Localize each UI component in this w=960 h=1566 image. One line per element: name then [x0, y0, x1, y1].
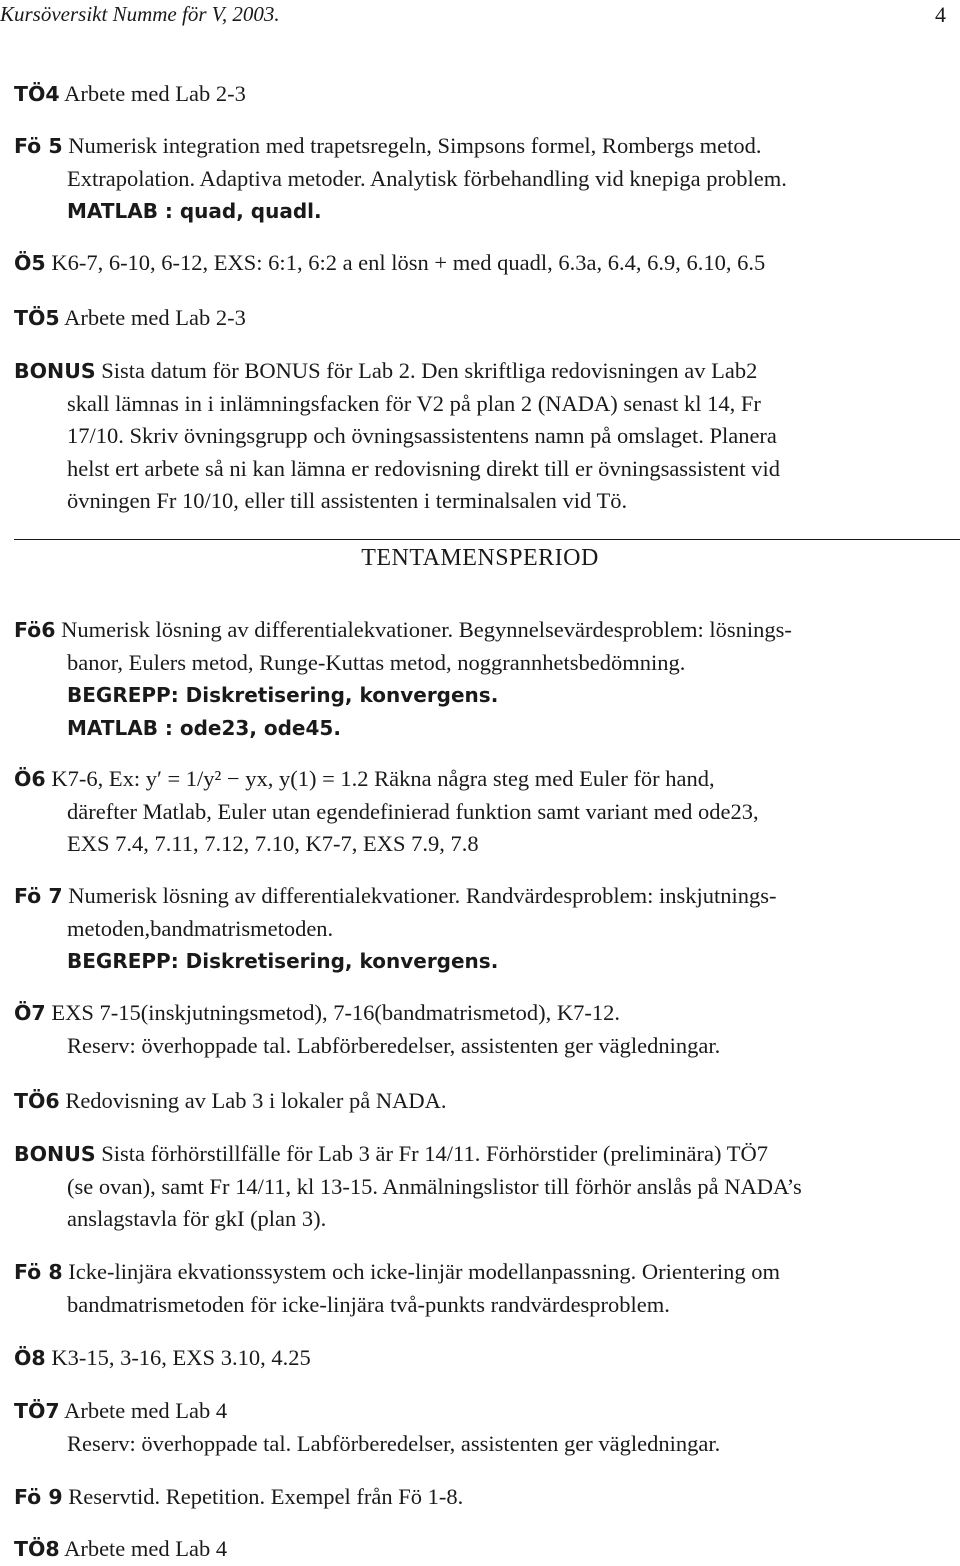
entry-text: Sista datum för BONUS för Lab 2. Den skriftliga redovisningen av Lab2	[101, 358, 758, 383]
entry-text: Arbete med Lab 4	[64, 1398, 228, 1423]
entry-o5	[14, 247, 960, 280]
entry-label: BONUS	[14, 359, 96, 383]
entry-o6	[14, 763, 960, 861]
entry-fo5	[14, 130, 960, 228]
entry-text: banor, Eulers metod, Runge-Kuttas metod, noggrannhetsbedömning.	[67, 649, 686, 675]
entry-label: Fö 8	[14, 1260, 63, 1284]
entry-text: K3-15, 3-16, EXS 3.10, 4.25	[51, 1345, 311, 1370]
concepts-line: BEGREPP: Diskretisering, konvergens.	[67, 949, 499, 973]
entry-label: TÖ7	[14, 1399, 60, 1423]
entry-label: Ö5	[14, 251, 46, 275]
entry-to5	[14, 302, 960, 335]
section-divider	[14, 539, 960, 540]
section-title: TENTAMENSPERIOD	[361, 545, 599, 571]
entry-text: Reserv: överhoppade tal. Labförberedelser, assistenten ger vägledningar.	[67, 1430, 721, 1456]
entry-to6	[14, 1085, 960, 1118]
matlab-commands: MATLAB : quad, quadl.	[67, 199, 322, 223]
entry-label: Fö6	[14, 618, 56, 642]
entry-text: helst ert arbete så ni kan lämna er redovisning direkt till er övningsassistent vid	[67, 455, 780, 481]
entry-fo6	[14, 614, 960, 744]
entry-label: Ö7	[14, 1001, 46, 1025]
entry-label: Fö 9	[14, 1485, 63, 1509]
entry-label: Ö8	[14, 1346, 46, 1370]
entry-label: TÖ6	[14, 1089, 60, 1113]
entry-text: Icke-linjära ekvationssystem och icke-linjär modellanpassning. Orientering om	[68, 1259, 780, 1284]
entry-text: bandmatrismetoden för icke-linjära två-punkts randvärdesproblem.	[67, 1291, 670, 1317]
entry-text: Numerisk lösning av differentialekvationer. Begynnelsevärdesproblem: lösnings-	[61, 617, 792, 642]
entry-fo7	[14, 880, 960, 978]
entry-text: Redovisning av Lab 3 i lokaler på NADA.	[65, 1088, 447, 1113]
entry-text: 17/10. Skriv övningsgrupp och övningsassistentens namn på omslaget. Planera	[67, 423, 777, 448]
entry-text: övningen Fr 10/10, eller till assistenten i terminalsalen vid Tö.	[67, 488, 628, 513]
running-header: Kursöversikt Numme för V, 2003.	[0, 2, 280, 26]
concepts-line: BEGREPP: Diskretisering, konvergens.	[67, 683, 499, 707]
entry-text: Sista förhörstillfälle för Lab 3 är Fr 14/11. Förhörstider (preliminära) TÖ7	[101, 1141, 768, 1166]
entry-text: Reserv: överhoppade tal. Labförberedelser, assistenten ger vägledningar.	[67, 1032, 721, 1058]
entry-text: (se ovan), samt Fr 14/11, kl 13-15. Anmälningslistor till förhör anslås på NADA’s	[67, 1173, 802, 1199]
entry-label: Ö6	[14, 767, 46, 791]
entry-label: BONUS	[14, 1142, 96, 1166]
entry-text: Numerisk integration med trapetsregeln, Simpsons formel, Rombergs metod.	[68, 133, 762, 158]
entry-text: Arbete med Lab 2-3	[64, 81, 246, 106]
entry-text: skall lämnas in i inlämningsfacken för V2 på plan 2 (NADA) senast kl 14, Fr	[67, 390, 761, 416]
page-number: 4	[935, 2, 946, 27]
entry-to7	[14, 1395, 960, 1460]
matlab-commands: MATLAB : ode23, ode45.	[67, 715, 341, 740]
entry-text: Extrapolation. Adaptiva metoder. Analytisk förbehandling vid knepiga problem.	[67, 165, 787, 191]
entry-label: TÖ5	[14, 306, 60, 330]
entry-to4	[14, 78, 960, 111]
entry-fo8	[14, 1256, 960, 1321]
entry-o7	[14, 997, 960, 1062]
entry-text: Arbete med Lab 2-3	[64, 305, 246, 330]
entry-text: Numerisk lösning av differentialekvationer. Randvärdesproblem: inskjutnings-	[68, 883, 777, 908]
entry-text: därefter Matlab, Euler utan egendefinierad funktion samt variant med ode23,	[67, 798, 759, 824]
entry-label: Fö 7	[14, 884, 63, 908]
entry-text: Reservtid. Repetition. Exempel från Fö 1-8.	[68, 1484, 464, 1509]
entry-text: K6-7, 6-10, 6-12, EXS: 6:1, 6:2 a enl lösn + med quadl, 6.3a, 6.4, 6.9, 6.10, 6.5	[51, 250, 766, 275]
entry-text: EXS 7-15(inskjutningsmetod), 7-16(bandmatrismetod), K7-12.	[51, 1000, 621, 1025]
entry-bonus-lab2	[14, 355, 960, 518]
entry-label: TÖ8	[14, 1537, 60, 1561]
entry-fo9	[14, 1481, 960, 1514]
entry-text: Arbete med Lab 4	[64, 1536, 228, 1561]
entry-label: Fö 5	[14, 134, 63, 158]
entry-text: EXS 7.4, 7.11, 7.12, 7.10, K7-7, EXS 7.9, 7.8	[67, 831, 479, 856]
entry-text: K7-6, Ex: y′ = 1/y² − yx, y(1) = 1.2 Räkna några steg med Euler för hand,	[51, 766, 715, 791]
entry-label: TÖ4	[14, 82, 60, 106]
entry-o8	[14, 1342, 960, 1375]
entry-text: anslagstavla för gkI (plan 3).	[67, 1206, 327, 1231]
entry-bonus-lab3	[14, 1138, 960, 1236]
entry-text: metoden,bandmatrismetoden.	[67, 915, 334, 941]
